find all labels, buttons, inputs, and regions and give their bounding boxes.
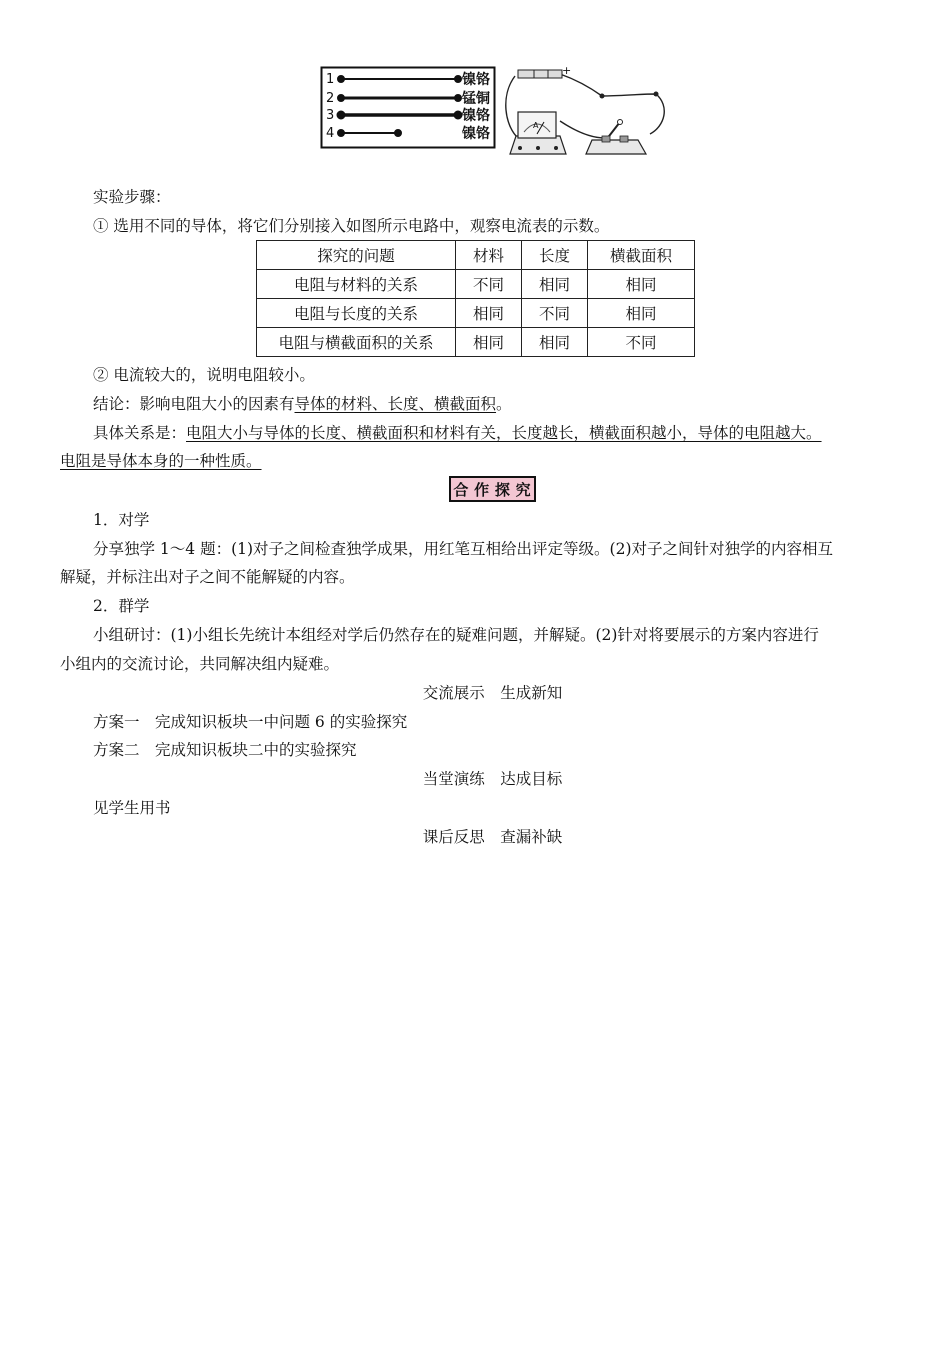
plan-1: 方案一 完成知识板块一中问题 6 的实验探究	[93, 713, 408, 731]
table-header-material: 材料	[456, 241, 522, 270]
table-header-length: 长度	[522, 241, 588, 270]
table-cell: 相同	[522, 270, 588, 299]
item-1-title: 1．对学	[93, 511, 150, 529]
table-header-area: 横截面积	[588, 241, 695, 270]
relation-answer-1: 电阻大小与导体的长度、横截面积和材料有关，长度越长，横截面积越小，导体的电阻越大。	[186, 424, 822, 442]
wire-4-terminal-left	[338, 130, 344, 136]
heading-practice: 当堂演练 达成目标	[422, 770, 563, 788]
conclusion-answer: 导体的材料、长度、横截面积	[294, 395, 497, 413]
circuit-junction-1	[600, 94, 605, 99]
relation-prefix: 具体关系是：	[93, 424, 187, 442]
ammeter	[510, 112, 566, 154]
table-cell: 相同	[588, 270, 695, 299]
conclusion-suffix: 。	[496, 395, 512, 413]
heading-reflect: 课后反思 查漏补缺	[422, 828, 563, 846]
conclusion	[93, 394, 512, 414]
wire-2-terminal-right	[455, 95, 461, 101]
steps-heading: 实验步骤：	[93, 188, 171, 206]
item-1-text-line-2: 解疑，并标注出对子之间不能解疑的内容。	[60, 568, 355, 586]
wire-number-2: 2	[326, 91, 335, 106]
step-2: ② 电流较大的，说明电阻较小。	[93, 366, 315, 384]
wire-label-4: 镍铬	[462, 126, 490, 142]
table-cell: 相同	[456, 328, 522, 357]
relation-line-1	[93, 423, 822, 443]
wire-number-3: 3	[326, 108, 335, 123]
table-header-question: 探究的问题	[257, 241, 456, 270]
wire-panel-and-circuit-diagram	[320, 66, 680, 156]
circuit-wire-middle	[560, 121, 605, 138]
table-cell: 相同	[456, 299, 522, 328]
table-cell: 不同	[456, 270, 522, 299]
table-cell: 电阻与材料的关系	[257, 270, 456, 299]
battery	[518, 70, 562, 78]
wire-number-1: 1	[326, 72, 335, 87]
wire-3-terminal-right	[455, 112, 462, 119]
badge-char: 究	[515, 480, 532, 499]
battery-plus-label: +	[562, 66, 572, 77]
section-badge-cooperative-inquiry	[449, 476, 536, 502]
badge-char: 探	[494, 480, 511, 499]
wire-1-terminal-left	[338, 76, 344, 82]
see-student-book: 见学生用书	[93, 799, 171, 817]
item-2-text-line-2: 小组内的交流讨论，共同解决组内疑难。	[60, 655, 340, 673]
circuit-wire-right	[560, 74, 664, 134]
table-cell: 相同	[588, 299, 695, 328]
conclusion-prefix: 结论：影响电阻大小的因素有	[93, 395, 295, 413]
item-1-text-line-1: 分享独学 1～4 题：(1)对子之间检查独学成果，用红笔互相给出评定等级。(2)对子之间针对独学的内容相互	[93, 540, 833, 558]
relation-answer-2: 电阻是导体本身的一种性质。	[60, 452, 262, 470]
experiment-figure	[320, 66, 680, 156]
wire-label-3: 镍铬	[462, 108, 490, 124]
badge-char: 合	[453, 480, 470, 499]
wire-4-terminal-right	[395, 130, 401, 136]
item-2-text-line-1: 小组研讨：(1)小组长先统计本组经对学后仍然存在的疑难问题，并解疑。(2)针对将要展示的方案内容进行	[93, 626, 819, 644]
badge-char: 作	[474, 480, 491, 499]
table-row	[257, 328, 695, 357]
table-row	[257, 299, 695, 328]
table-row	[257, 270, 695, 299]
wire-label-1: 镍铬	[462, 72, 490, 88]
experiment-table	[256, 240, 695, 357]
circuit-junction-2	[654, 92, 659, 97]
item-2-title: 2．群学	[93, 597, 150, 615]
table-cell: 不同	[522, 299, 588, 328]
wire-label-2: 锰铜	[462, 91, 490, 107]
circuit-wire-left	[506, 76, 518, 138]
relation-line-2	[60, 451, 262, 471]
plan-2: 方案二 完成知识板块二中的实验探究	[93, 741, 357, 759]
table-header-row	[257, 241, 695, 270]
table-cell: 电阻与横截面积的关系	[257, 328, 456, 357]
table-cell: 相同	[522, 328, 588, 357]
ammeter-label: A	[533, 121, 539, 130]
wire-2-terminal-left	[338, 95, 344, 101]
heading-exchange: 交流展示 生成新知	[422, 684, 563, 702]
step-1: ① 选用不同的导体，将它们分别接入如图所示电路中，观察电流表的示数。	[93, 217, 610, 235]
wire-1-terminal-right	[455, 76, 461, 82]
wire-number-4: 4	[326, 126, 335, 141]
table-cell: 不同	[588, 328, 695, 357]
wire-3-terminal-left	[338, 112, 345, 119]
table-cell: 电阻与长度的关系	[257, 299, 456, 328]
